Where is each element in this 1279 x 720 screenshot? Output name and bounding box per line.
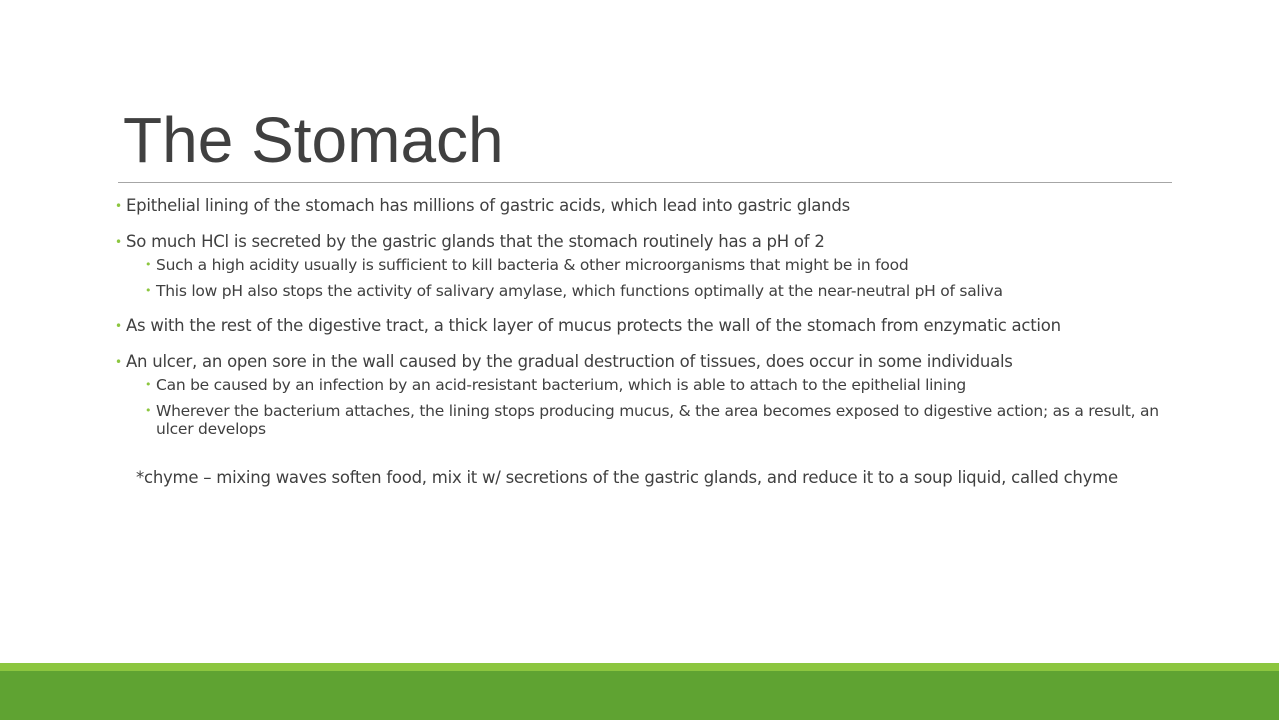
slide-body (115, 196, 1185, 488)
bullet-item (115, 316, 1185, 336)
footer-accent-stripe (0, 663, 1279, 671)
bullet-dot-icon: • (115, 319, 122, 333)
sub-bullet-item (145, 376, 1185, 394)
bullet-text: So much HCl is secreted by the gastric glands that the stomach routinely has a pH of 2 (126, 232, 825, 251)
bullet-dot-icon: • (145, 258, 152, 271)
chyme-footnote: *chyme – mixing waves soften food, mix it w/ secretions of the gastric glands, and reduce it to a soup liquid, called chyme (136, 468, 1118, 487)
sub-bullet-text: This low pH also stops the activity of salivary amylase, which functions optimally at the near-neutral pH of saliva (156, 282, 1003, 300)
bullet-dot-icon: • (115, 199, 122, 213)
slide-title: The Stomach (123, 104, 504, 176)
sub-bullet-item (145, 256, 1185, 274)
bullet-text: Epithelial lining of the stomach has millions of gastric acids, which lead into gastric glands (126, 196, 850, 215)
bullet-text: An ulcer, an open sore in the wall caused by the gradual destruction of tissues, does occur in some individuals (126, 352, 1013, 371)
sub-bullet-text: Such a high acidity usually is sufficient to kill bacteria & other microorganisms that might be in food (156, 256, 909, 274)
bullet-dot-icon: • (145, 378, 152, 391)
title-divider (118, 182, 1172, 183)
bullet-item (115, 352, 1185, 372)
bullet-dot-icon: • (115, 235, 122, 249)
bullet-text: As with the rest of the digestive tract, a thick layer of mucus protects the wall of the stomach from enzymatic action (126, 316, 1061, 335)
sub-bullet-item (145, 282, 1185, 300)
bullet-item (115, 232, 1185, 252)
sub-bullet-item (145, 402, 1185, 438)
sub-bullet-text: Wherever the bacterium attaches, the lining stops producing mucus, & the area becomes exposed to digestive action; as a result, an ulcer develops (156, 402, 1159, 438)
bullet-dot-icon: • (145, 404, 152, 417)
footer-bar (0, 671, 1279, 720)
bullet-dot-icon: • (145, 284, 152, 297)
bullet-item (115, 196, 1185, 216)
sub-bullet-text: Can be caused by an infection by an acid-resistant bacterium, which is able to attach to the epithelial lining (156, 376, 966, 394)
bullet-dot-icon: • (115, 355, 122, 369)
